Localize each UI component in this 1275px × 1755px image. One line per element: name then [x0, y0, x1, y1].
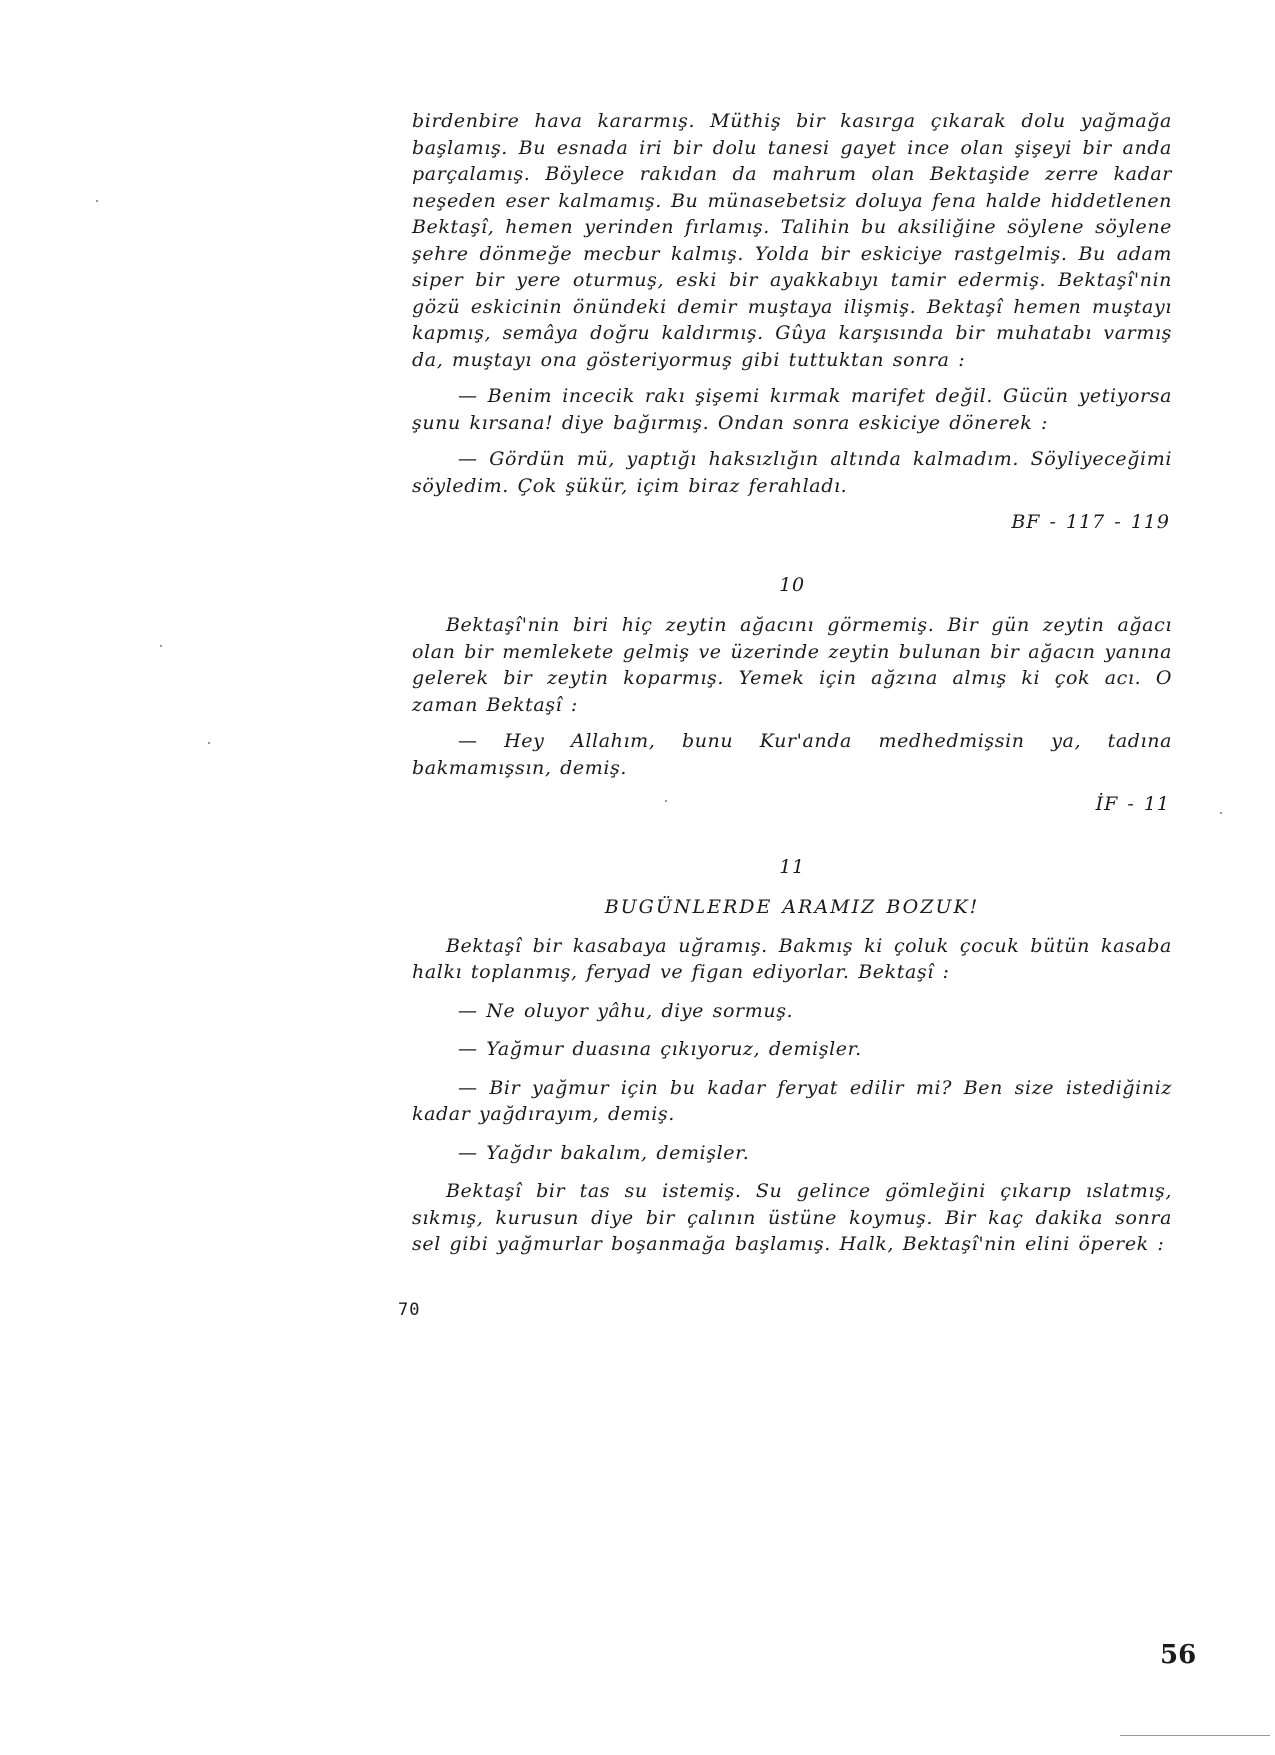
- story11-dialog-4: — Yağdır bakalım, demişler.: [458, 1141, 750, 1164]
- story10-number: 10: [779, 573, 805, 596]
- story10-dialog-1: — Hey Allahım, bunu Kur'anda medhedmişsin ya, tadına bakmamışsın, demiş.: [412, 730, 1172, 779]
- scan-speck: [160, 645, 162, 647]
- story11-dialog-2: — Yağmur duasına çıkıyoruz, demişler.: [458, 1038, 862, 1060]
- story10-source-ref: İF - 11: [1095, 793, 1170, 815]
- text-column: [412, 108, 1172, 1258]
- story11-body-2: Bektaşî bir tas su istemiş. Su gelince gömleğini çıkarıp ıslatmış, sıkmış, kurusun diye bir çalının üstüne koymuş. Bir kaç dakika sonra sel gibi yağmurlar boşanmağa başlamış. Halk, Bektaşî'nin elini öperek :: [412, 1180, 1172, 1255]
- story9-dialog-2: — Gördün mü, yaptığı haksızlığın altında kalmadım. Söyliyeceğimi söyledim. Çok şükür, içim biraz ferahladı.: [412, 448, 1172, 497]
- story11-title: BUGÜNLERDE ARAMIZ BOZUK!: [604, 896, 980, 918]
- story9-dialog-1: — Benim incecik rakı şişemi kırmak marifet değil. Gücün yetiyorsa şunu kırsana! diye bağırmış. Ondan sonra eskiciye dönerek :: [412, 385, 1172, 434]
- handwritten-page-number: 56: [1160, 1640, 1197, 1670]
- scan-speck: [665, 800, 667, 802]
- story11-dialog-1: — Ne oluyor yâhu, diye sormuş.: [458, 999, 794, 1022]
- scan-speck: [208, 742, 210, 744]
- story9-source-ref: BF - 117 - 119: [1011, 511, 1170, 533]
- story11-number: 11: [779, 855, 805, 878]
- scan-speck: [1220, 812, 1222, 814]
- story11-dialog-3: — Bir yağmur için bu kadar feryat edilir mi? Ben size istediğiniz kadar yağdırayım, demiş.: [412, 1076, 1172, 1125]
- story10-body: Bektaşî'nin biri hiç zeytin ağacını görmemiş. Bir gün zeytin ağacı olan bir memlekete gelmiş ve üzerinde zeytin bulunan bir ağacın yanına gelerek bir zeytin koparmış. Yemek için ağzına almış ki çok acı. O zaman Bektaşî :: [412, 614, 1172, 716]
- printed-page-number: 70: [398, 1300, 421, 1320]
- story9-body: birdenbire hava kararmış. Müthiş bir kasırga çıkarak dolu yağmağa başlamış. Bu esnada iri bir dolu tanesi gayet ince olan şişeyi bir anda parçalamış. Böylece rakıdan da mahrum olan Bektaşide zerre kadar neşeden eser kalmamış. Bu münasebetsiz doluya fena halde hiddetlenen Bektaşî, hemen yerinden fırlamış. Talihin bu aksiliğine söylene söylene şehre dönmeğe mecbur kalmış. Yolda bir eskiciye rastgelmiş. Bu adam siper bir yere oturmuş, eski bir ayakkabıyı tamir edermiş. Bektaşî'nin gözü eskicinin önündeki demir muştaya ilişmiş. Bektaşî hemen muştayı kapmış, semâya doğru kaldırmış. Gûya karşısında bir muhatabı varmış da, muştayı ona gösteriyormuş gibi tuttuktan sonra :: [412, 110, 1172, 371]
- scan-speck: [96, 200, 98, 202]
- scan-edge-line: [1120, 1735, 1270, 1736]
- story11-body: Bektaşî bir kasabaya uğramış. Bakmış ki çoluk çocuk bütün kasaba halkı toplanmış, feryad ve figan ediyorlar. Bektaşî :: [412, 934, 1172, 983]
